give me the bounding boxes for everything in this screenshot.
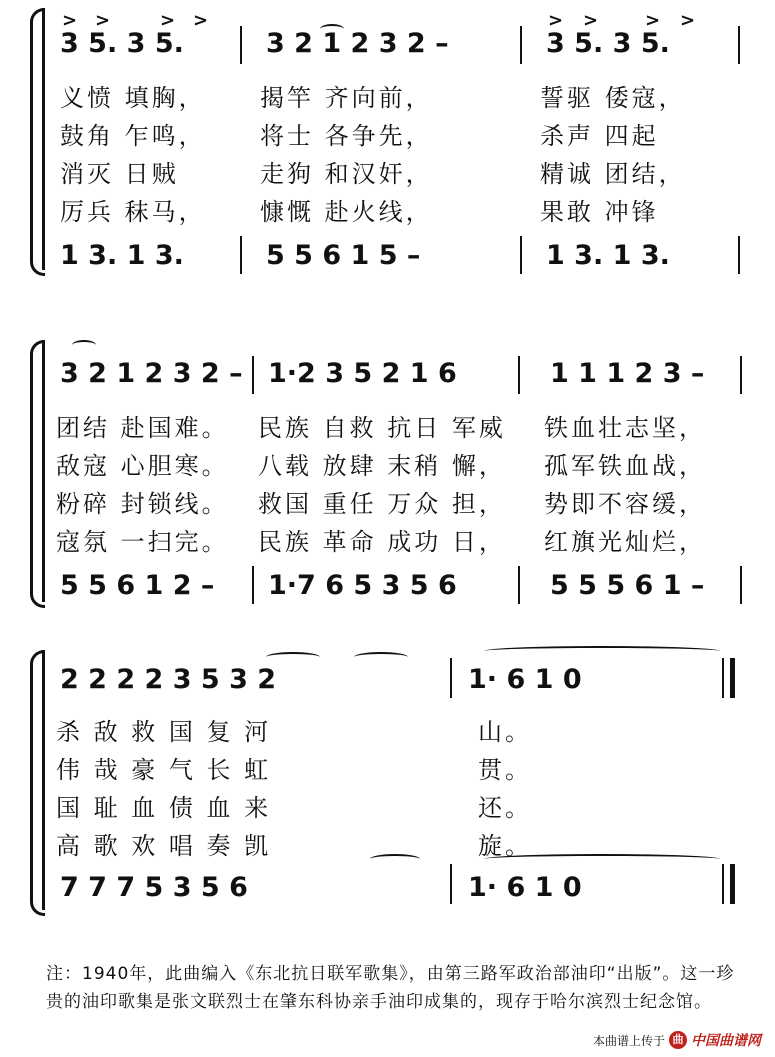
measure: 1 1 1 2 3 – (550, 358, 705, 389)
lyric-verse-3 (58, 788, 775, 828)
lyric-segment: 将士 各争先， (260, 122, 433, 150)
system-bar (42, 650, 45, 910)
lyric-segment: 厉兵 秣马， (60, 198, 206, 226)
measure: 1 3. 1 3. (546, 240, 670, 271)
measure: 3 5. 3 5. (546, 28, 670, 59)
lyric-verse-4 (58, 192, 775, 232)
footnote: 注：1940年，此曲编入《东北抗日联军歌集》，由第三路军政治部油印“出版”。这一珍贵的油印歌集是张文联烈士在肇东科协亲手油印成集的，现存于哈尔滨烈士纪念馆。 (46, 964, 735, 1012)
source-credit (593, 1030, 761, 1050)
lyric-verse-1 (58, 408, 775, 448)
measure: 5 5 6 1 2 – (60, 570, 215, 601)
measure: 1 3. 1 3. (60, 240, 184, 271)
lyric-segment: 杀声 四起 (540, 122, 659, 150)
lyric-segment: 旋。 (478, 832, 532, 860)
harmony-row (58, 570, 775, 610)
lyric-segment: 山。 (478, 718, 532, 746)
lyric-verse-2 (58, 750, 775, 790)
lyric-verse-2 (58, 116, 775, 156)
melody-row (58, 358, 775, 398)
measure: 1·2 3 5 2 1 6 (268, 358, 457, 389)
lyric-segment: 高 歌 欢 唱 奏 凯 (56, 832, 272, 860)
lyric-segment: 揭竿 齐向前， (260, 84, 433, 112)
lyric-verse-3 (58, 154, 775, 194)
lyric-segment: 民族 自救 抗日 军威 (258, 414, 506, 442)
measure: 3 2 1 2 3 2 – (60, 358, 243, 389)
lyric-segment: 红旗光灿烂， (544, 528, 706, 556)
site-name: 中国曲谱网 (691, 1033, 761, 1049)
measure: 3 5. 3 5. (60, 28, 184, 59)
lyric-segment: 贯。 (478, 756, 532, 784)
lyric-segment: 果敢 冲锋 (540, 198, 659, 226)
lyric-verse-4 (58, 522, 775, 562)
harmony-row (58, 240, 775, 280)
lyric-segment: 粉碎 封锁线。 (56, 490, 229, 518)
lyric-segment: 铁血壮志坚， (544, 414, 706, 442)
melody-row (58, 664, 775, 704)
lyric-segment: 寇氛 一扫完。 (56, 528, 229, 556)
lyric-segment: 鼓角 乍鸣， (60, 122, 206, 150)
measure: 1·7 6 5 3 5 6 (268, 570, 457, 601)
lyric-segment: 慷慨 赴火线， (260, 198, 433, 226)
lyric-segment: 敌寇 心胆寒。 (56, 452, 229, 480)
measure: 5 5 5 6 1 – (550, 570, 705, 601)
lyric-segment: 势即不容缓， (544, 490, 706, 518)
lyric-segment: 消灭 日贼 (60, 160, 179, 188)
measure: 1· 6 1 0 (468, 664, 582, 695)
lyric-segment: 誓驱 倭寇， (540, 84, 686, 112)
lyric-segment: 伟 哉 豪 气 长 虹 (56, 756, 272, 784)
lyric-verse-4 (58, 826, 775, 866)
measure: 1· 6 1 0 (468, 872, 582, 903)
lyric-segment: 还。 (478, 794, 532, 822)
lyric-segment: 民族 革命 成功 日， (258, 528, 506, 556)
measure: 5 5 6 1 5 – (266, 240, 421, 271)
system-bar (42, 8, 45, 270)
system-bar (42, 340, 45, 602)
lyric-verse-3 (58, 484, 775, 524)
lyric-verse-1 (58, 78, 775, 118)
lyric-segment: 救国 重任 万众 担， (258, 490, 506, 518)
measure: 7 7 7 5 3 5 6 (60, 872, 248, 903)
lyric-segment: 团结 赴国难。 (56, 414, 229, 442)
lyric-segment: 国 耻 血 债 血 来 (56, 794, 272, 822)
harmony-row (58, 872, 775, 912)
lyric-segment: 杀 敌 救 国 复 河 (56, 718, 272, 746)
lyric-segment: 精诚 团结， (540, 160, 686, 188)
measure: 2 2 2 2 3 5 3 2 (60, 664, 277, 695)
lyric-segment: 走狗 和汉奸， (260, 160, 433, 188)
credit-text: 本曲谱上传于 (592, 1033, 665, 1048)
melody-row (58, 28, 775, 68)
lyric-verse-1 (58, 712, 775, 752)
lyric-segment: 八载 放肆 末稍 懈， (258, 452, 506, 480)
lyric-verse-2 (58, 446, 775, 486)
measure: 3 2 1 2 3 2 – (266, 28, 449, 59)
lyric-segment: 孤军铁血战， (544, 452, 706, 480)
site-logo-icon: 曲 (669, 1031, 687, 1049)
lyric-segment: 义愤 填胸， (60, 84, 206, 112)
